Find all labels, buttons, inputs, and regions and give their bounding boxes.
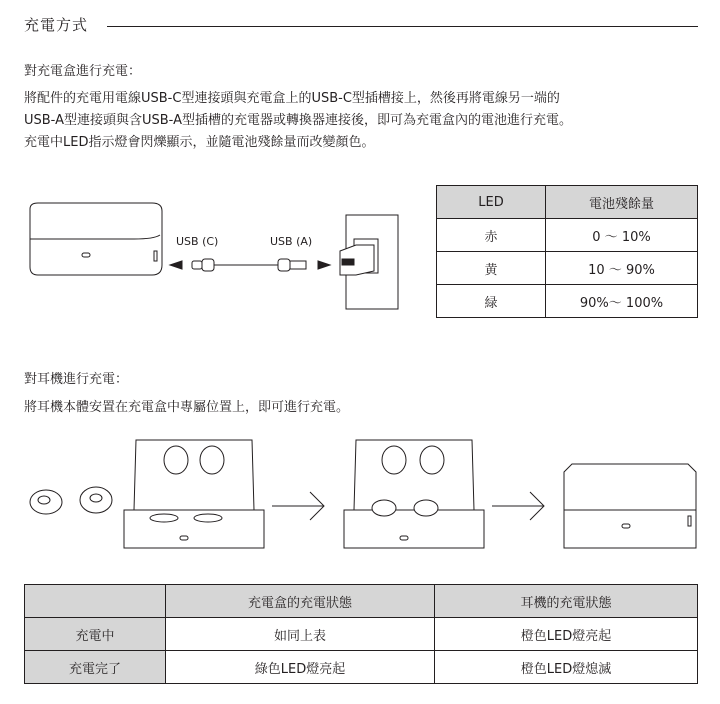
closed-case-illustration [564, 464, 696, 548]
status-table-header: 耳機的充電狀態 [435, 585, 698, 618]
led-color: 緑 [437, 285, 546, 318]
charging-status-table [24, 584, 698, 684]
section-title: 充電方式 [24, 16, 89, 34]
earphone-charging-line: 將耳機本體安置在充電盒中專屬位置上，即可進行充電。 [24, 400, 350, 415]
open-case-with-earbuds-illustration [344, 440, 484, 548]
status-row-label: 充電中 [25, 618, 166, 651]
paragraph-line: 充電中LED指示燈會閃爍顯示，並隨電池殘餘量而改變顏色。 [24, 135, 375, 150]
status-table-corner [25, 585, 166, 618]
table-row [25, 651, 698, 684]
led-table [436, 185, 698, 318]
usb-c-label: USB (C) [176, 235, 219, 248]
charging-diagram [24, 195, 414, 320]
led-color: 黄 [437, 252, 546, 285]
charging-case-illustration [30, 203, 162, 275]
led-table-header: LED [437, 186, 546, 219]
earphone-status-cell: 橙色LED燈亮起 [435, 618, 698, 651]
status-table-header: 充電盒的充電狀態 [166, 585, 435, 618]
earphone-charging-heading: 對耳機進行充電： [24, 372, 129, 387]
open-case-illustration [124, 440, 264, 548]
earphone-status-cell: 橙色LED燈熄滅 [435, 651, 698, 684]
table-row [437, 219, 698, 252]
case-charging-heading: 對充電盒進行充電： [24, 64, 142, 79]
led-color: 赤 [437, 219, 546, 252]
case-charging-paragraph [24, 88, 704, 154]
paragraph-line: USB-A型連接頭與含USB-A型插槽的充電器或轉換器連接後，即可為充電盒內的電池進行充電。 [24, 113, 572, 128]
case-status-cell: 如同上表 [166, 618, 435, 651]
earphone-placement-diagram [24, 430, 700, 560]
table-row [437, 252, 698, 285]
arrow-icon [272, 492, 324, 520]
wall-adapter-illustration [340, 215, 398, 309]
arrow-icon [492, 492, 544, 520]
table-row [25, 618, 698, 651]
battery-range: 10 ～ 90% [546, 252, 698, 285]
status-row-label: 充電完了 [25, 651, 166, 684]
battery-range: 0 ～ 10% [546, 219, 698, 252]
earbuds-illustration [30, 487, 112, 514]
paragraph-line: 將配件的充電用電線USB-C型連接頭與充電盒上的USB-C型插槽接上，然後再將電線另一端的 [24, 91, 560, 106]
usb-a-label: USB (A) [270, 235, 313, 248]
case-status-cell: 綠色LED燈亮起 [166, 651, 435, 684]
title-rule [107, 26, 698, 27]
table-row [437, 285, 698, 318]
led-table-header: 電池殘餘量 [546, 186, 698, 219]
battery-range: 90%～ 100% [546, 285, 698, 318]
usb-cable [170, 259, 330, 271]
